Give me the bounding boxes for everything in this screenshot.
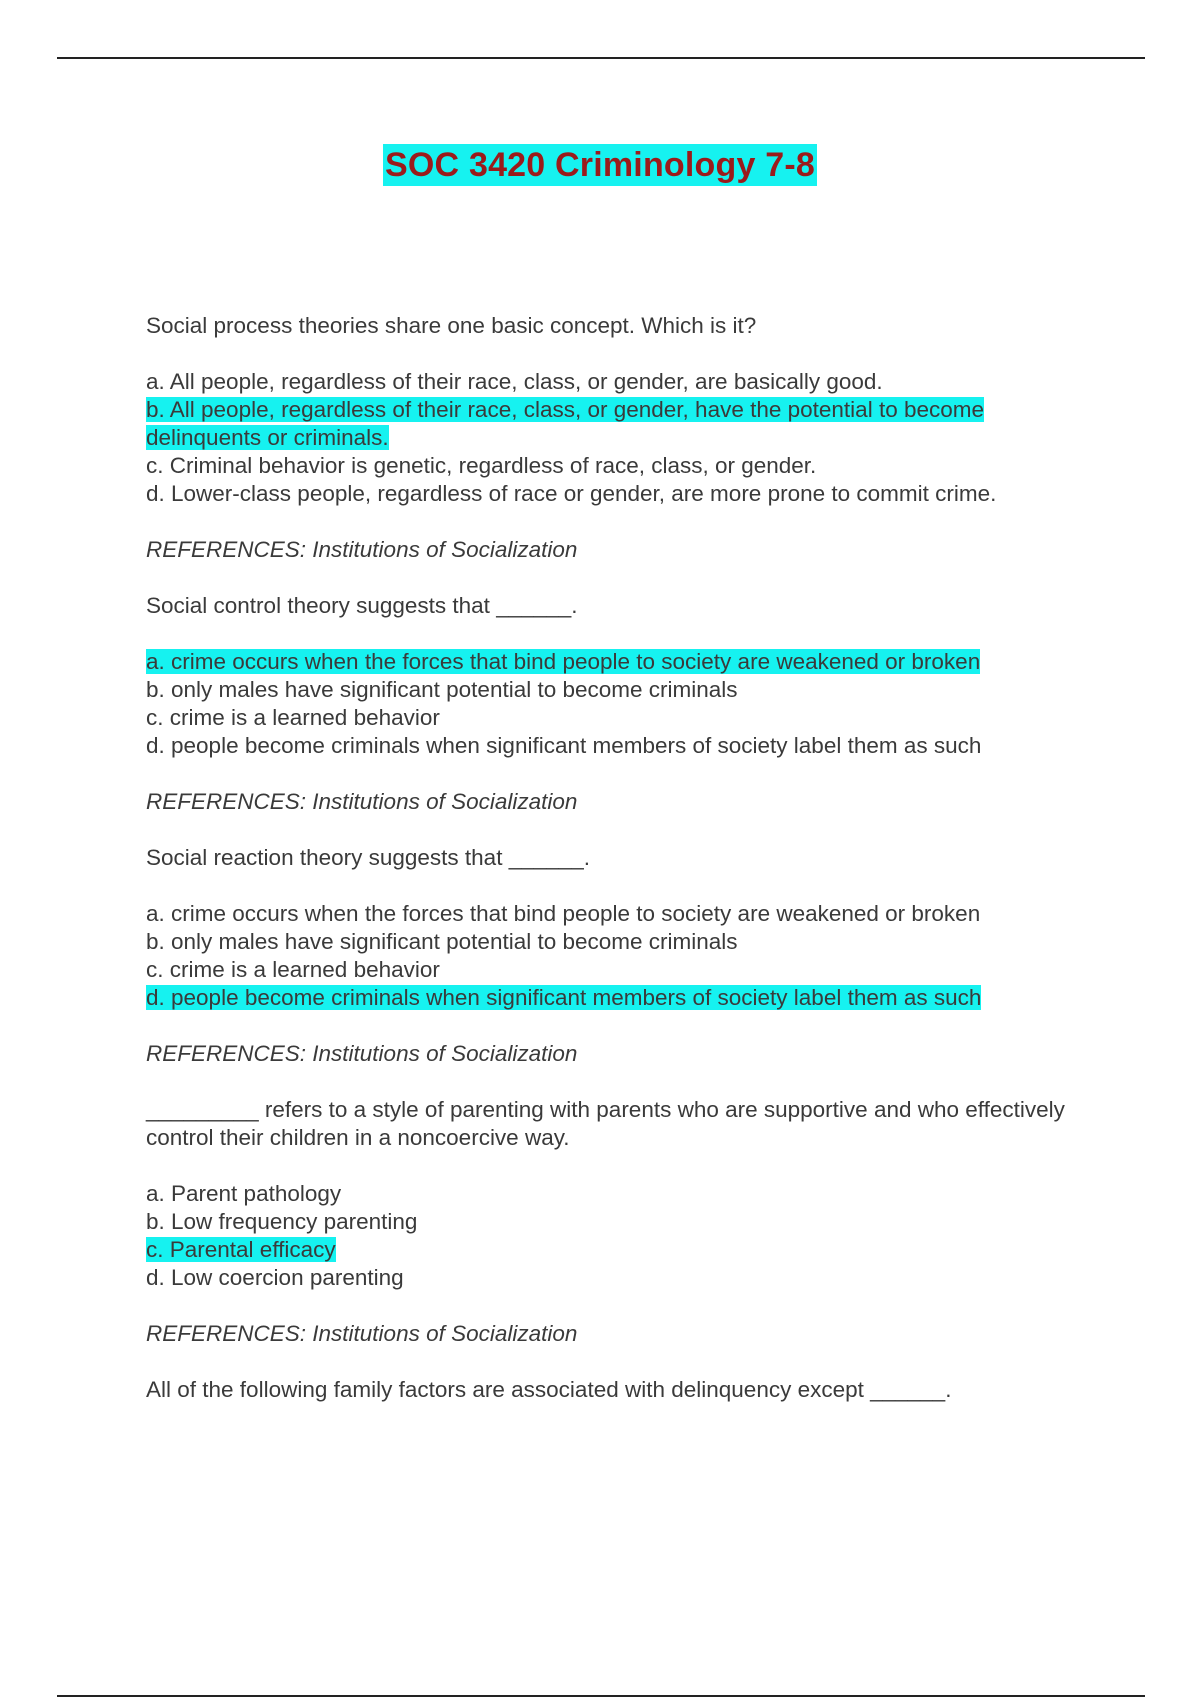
document-body [146, 312, 1076, 1432]
question-4-option-d: d. Low coercion parenting [146, 1265, 404, 1290]
question-2-option-a-answer [146, 648, 1076, 676]
answer-highlight: a. crime occurs when the forces that bind people to society are weakened or broken [146, 649, 981, 674]
question-4-reference: REFERENCES: Institutions of Socialization [146, 1321, 578, 1346]
question-1-prompt: Social process theories share one basic concept. Which is it? [146, 313, 757, 338]
title-block [0, 144, 1200, 186]
question-3-option-a: a. crime occurs when the forces that bind people to society are weakened or broken [146, 901, 981, 926]
bottom-rule [57, 1695, 1145, 1697]
question-2-prompt: Social control theory suggests that ______. [146, 593, 578, 618]
question-1-option-d: d. Lower-class people, regardless of race or gender, are more prone to commit crime. [146, 481, 997, 506]
answer-highlight: d. people become criminals when significant members of society label them as such [146, 985, 982, 1010]
question-4-prompt: _________ refers to a style of parenting with parents who are supportive and who effectively control their children in a noncoercive way. [146, 1097, 1065, 1150]
question-4-option-b: b. Low frequency parenting [146, 1209, 418, 1234]
question-1-option-b-answer [146, 396, 1076, 452]
question-2-options [146, 648, 1076, 760]
question-1-option-c: c. Criminal behavior is genetic, regardless of race, class, or gender. [146, 453, 817, 478]
question-3-reference: REFERENCES: Institutions of Socialization [146, 1041, 578, 1066]
question-3-options [146, 900, 1076, 1012]
question-2-option-b: b. only males have significant potential to become criminals [146, 677, 738, 702]
answer-highlight: b. All people, regardless of their race, class, or gender, have the potential to become delinquents or criminals. [146, 397, 985, 450]
question-2-reference: REFERENCES: Institutions of Socialization [146, 789, 578, 814]
question-1-options [146, 368, 1076, 508]
question-4-options [146, 1180, 1076, 1292]
question-4-option-a: a. Parent pathology [146, 1181, 342, 1206]
question-3-prompt: Social reaction theory suggests that ______. [146, 845, 591, 870]
question-3-option-b: b. only males have significant potential to become criminals [146, 929, 738, 954]
question-2-option-d: d. people become criminals when significant members of society label them as such [146, 733, 982, 758]
question-1-reference: REFERENCES: Institutions of Socialization [146, 537, 578, 562]
question-1-option-a: a. All people, regardless of their race, class, or gender, are basically good. [146, 369, 883, 394]
answer-highlight: c. Parental efficacy [146, 1237, 336, 1262]
document-title: SOC 3420 Criminology 7-8 [385, 146, 815, 184]
question-4-option-c-answer [146, 1236, 1076, 1264]
top-rule [57, 57, 1145, 59]
question-3-option-d-answer [146, 984, 1076, 1012]
question-2-option-c: c. crime is a learned behavior [146, 705, 440, 730]
question-3-option-c: c. crime is a learned behavior [146, 957, 440, 982]
question-5-prompt: All of the following family factors are associated with delinquency except ______. [146, 1377, 952, 1402]
